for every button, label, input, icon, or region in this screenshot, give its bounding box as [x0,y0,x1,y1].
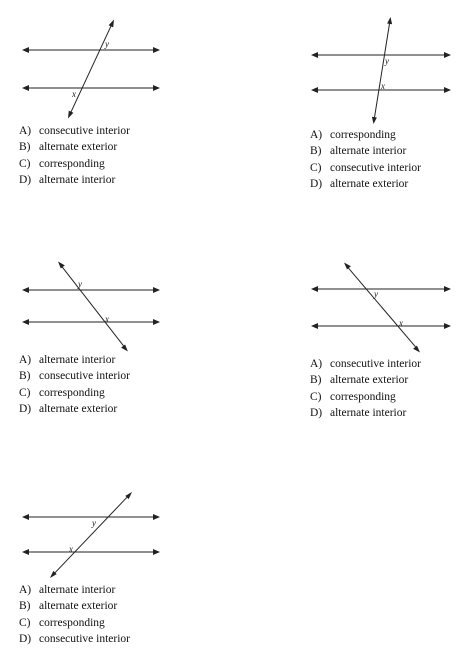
angle-label-x: x [69,544,73,554]
angle-label-y: y [385,56,389,66]
choice-text: alternate exterior [39,141,118,154]
choice-letter: D) [19,402,32,415]
arrowhead [311,323,318,329]
choice-letter: A) [19,354,32,366]
choice-text: consecutive interior [39,632,131,645]
angle-label-x: x [381,81,385,91]
choice-text: consecutive interior [330,358,422,370]
choice-a[interactable] [310,356,421,372]
choice-b[interactable] [310,372,421,388]
choice-text: alternate interior [39,173,116,186]
choice-letter: A) [19,584,32,596]
choice-d[interactable] [19,631,130,647]
choice-text: consecutive interior [330,161,422,174]
choice-text: corresponding [39,386,105,399]
choice-letter: C) [19,616,31,629]
choice-letter: A) [19,125,32,137]
transversal-line [54,496,128,573]
choice-letter: B) [310,145,322,158]
choice-letter: C) [19,157,31,170]
arrowhead [22,514,29,520]
choice-letter: B) [19,600,31,613]
choice-c[interactable] [19,615,130,631]
angle-label-y: y [92,518,96,528]
choice-b[interactable] [19,598,130,614]
choice-text: alternate interior [39,584,116,596]
choice-text: corresponding [330,129,396,141]
arrowhead [311,286,318,292]
arrowhead [344,263,351,270]
choice-text: consecutive interior [39,125,131,137]
choice-text: alternate exterior [330,374,409,387]
arrowhead [444,286,451,292]
choice-text: alternate interior [39,354,116,366]
choice-text: corresponding [39,616,105,629]
choice-letter: D) [19,173,32,186]
choice-letter: A) [310,129,323,141]
choice-text: alternate exterior [39,600,118,613]
arrowhead [153,514,160,520]
choice-letter: C) [310,390,322,403]
transversal-line [348,268,416,348]
choice-c[interactable] [310,389,421,405]
choice-d[interactable] [310,405,421,421]
arrowhead [413,346,420,353]
transversal-diagram-5 [0,0,200,600]
choice-text: corresponding [39,157,105,170]
choice-a[interactable] [19,582,130,598]
choice-letter: D) [310,406,323,419]
angle-label-y: y [374,289,378,299]
angle-label-y: y [78,279,82,289]
angle-label-x: x [399,318,403,328]
choice-text: corresponding [330,390,396,403]
arrowhead [22,549,29,555]
choice-letter: C) [19,386,31,399]
choice-letter: B) [19,141,31,154]
angle-label-y: y [105,39,109,49]
choice-text: alternate interior [330,145,407,158]
choice-letter: D) [19,632,32,645]
arrowhead [153,549,160,555]
choice-text: consecutive interior [39,370,131,383]
angle-label-x: x [105,314,109,324]
choice-letter: B) [19,370,31,383]
choice-text: alternate interior [330,406,407,419]
choice-letter: A) [310,358,323,370]
arrowhead [444,323,451,329]
choice-letter: D) [310,177,323,190]
choice-text: alternate exterior [39,402,118,415]
answer-choices-4 [310,356,421,421]
choice-letter: B) [310,374,322,387]
answer-choices-5 [19,582,130,647]
choice-text: alternate exterior [330,177,409,190]
angle-label-x: x [72,89,76,99]
choice-letter: C) [310,161,322,174]
